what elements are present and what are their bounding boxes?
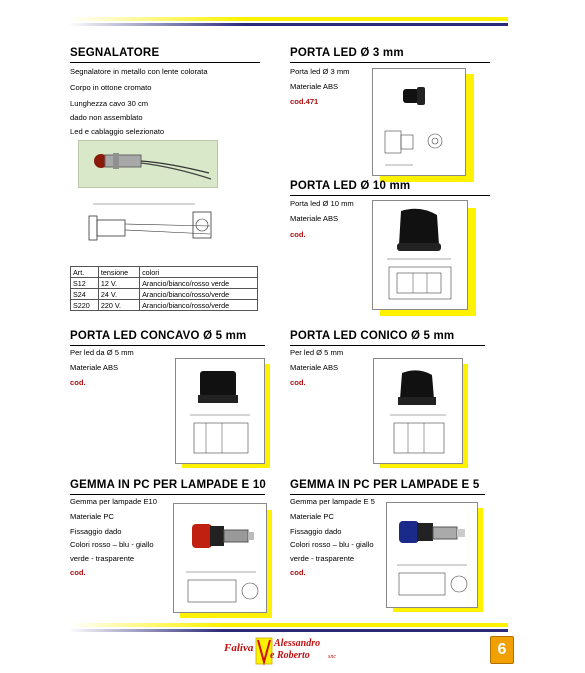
porta-led-concavo-title: PORTA LED CONCAVO Ø 5 mm xyxy=(70,330,247,342)
table-header-row xyxy=(71,267,258,278)
segnalatore-line-2: Corpo in ottone cromato xyxy=(70,83,152,92)
gemma-e10-image-panel xyxy=(173,503,267,613)
table-cell: S24 xyxy=(71,289,99,300)
segnalatore-title-rule xyxy=(70,62,260,63)
gemma-e5-line-4: Colori rosso – blu - giallo xyxy=(290,540,374,549)
gemma-e10-cod: cod. xyxy=(70,568,86,577)
gemma-e5-line-5: verde - trasparente xyxy=(290,554,355,563)
bottom-yellow-bar xyxy=(68,623,508,627)
table-row xyxy=(71,289,258,300)
table-header-cell: colori xyxy=(140,267,258,278)
gemma-e5-cod: cod. xyxy=(290,568,306,577)
porta-led-conico-image-panel xyxy=(373,358,463,464)
top-yellow-bar xyxy=(68,17,508,21)
porta-led-3-cod: cod.471 xyxy=(290,97,319,106)
table-cell: S220 xyxy=(71,300,99,311)
porta-led-3-image-panel xyxy=(372,68,466,176)
logo-alessandro: Alessandro xyxy=(274,638,321,649)
bottom-navy-bar xyxy=(68,629,508,632)
table-header-cell: Art. xyxy=(71,267,99,278)
logo-faliva: Faliva xyxy=(224,642,254,654)
table-cell: 12 V. xyxy=(98,278,139,289)
porta-led-conico-cod: cod. xyxy=(290,378,306,387)
porta-led-conico-line-1: Per led Ø 5 mm xyxy=(290,348,344,357)
porta-led-conico-title: PORTA LED CONICO Ø 5 mm xyxy=(290,330,455,342)
segnalatore-line-3: Lunghezza cavo 30 cm xyxy=(70,99,149,108)
porta-led-concavo-line-1: Per led da Ø 5 mm xyxy=(70,348,134,357)
page-number: 6 xyxy=(497,641,507,658)
gemma-e10-line-2: Materiale PC xyxy=(70,512,114,521)
porta-led-concavo-cod: cod. xyxy=(70,378,86,387)
porta-led-10-image-panel xyxy=(372,200,468,310)
segnalatore-table xyxy=(70,266,258,311)
gemma-e5-line-3: Fissaggio dado xyxy=(290,527,342,536)
gemma-e5-title: GEMMA IN PC PER LAMPADE E 5 xyxy=(290,479,480,491)
gemma-e5-line-1: Gemma per lampade E 5 xyxy=(290,497,375,506)
porta-led-10-cod: cod. xyxy=(290,230,306,239)
porta-led-10-title: PORTA LED Ø 10 mm xyxy=(290,180,411,192)
gemma-e5-line-2: Materiale PC xyxy=(290,512,334,521)
logo-snc: snc xyxy=(328,654,336,660)
gemma-e5-image-panel xyxy=(386,502,478,608)
gemma-e10-line-5: verde - trasparente xyxy=(70,554,135,563)
segnalatore-line-5: Led e cablaggio selezionato xyxy=(70,127,165,136)
porta-led-3-line-2: Materiale ABS xyxy=(290,82,339,91)
gemma-e10-title: GEMMA IN PC PER LAMPADE E 10 xyxy=(70,479,267,491)
table-row xyxy=(71,300,258,311)
table-cell: Arancio/bianco/rosso/verde xyxy=(140,300,258,311)
segnalatore-drawing xyxy=(75,196,225,254)
porta-led-3-title-rule xyxy=(290,62,490,63)
top-navy-bar xyxy=(68,23,508,26)
segnalatore-line-4: dado non assemblato xyxy=(70,113,143,122)
page-number-badge xyxy=(490,636,514,664)
porta-led-10-line-2: Materiale ABS xyxy=(290,214,339,223)
company-logo xyxy=(222,636,352,668)
table-cell: 24 V. xyxy=(98,289,139,300)
porta-led-concavo-line-2: Materiale ABS xyxy=(70,363,119,372)
gemma-e10-line-4: Colori rosso – blu - giallo xyxy=(70,540,154,549)
porta-led-3-line-1: Porta led Ø 3 mm xyxy=(290,67,350,76)
table-cell: Arancio/bianco/rosso/verde xyxy=(140,289,258,300)
table-cell: S12 xyxy=(71,278,99,289)
table-header-cell: tensione xyxy=(98,267,139,278)
logo-roberto: e Roberto xyxy=(270,650,310,661)
segnalatore-line-1: Segnalatore in metallo con lente colorata xyxy=(70,67,208,76)
porta-led-concavo-image-panel xyxy=(175,358,265,464)
porta-led-conico-line-2: Materiale ABS xyxy=(290,363,339,372)
porta-led-3-title: PORTA LED Ø 3 mm xyxy=(290,47,404,59)
table-cell: 220 V. xyxy=(98,300,139,311)
table-row xyxy=(71,278,258,289)
porta-led-10-title-rule xyxy=(290,195,490,196)
porta-led-10-line-1: Porta led Ø 10 mm xyxy=(290,199,354,208)
segnalatore-title: SEGNALATORE xyxy=(70,47,160,59)
gemma-e10-line-3: Fissaggio dado xyxy=(70,527,122,536)
table-cell: Arancio/bianco/rosso verde xyxy=(140,278,258,289)
segnalatore-photo xyxy=(78,140,218,188)
gemma-e10-line-1: Gemma per lampade E10 xyxy=(70,497,157,506)
